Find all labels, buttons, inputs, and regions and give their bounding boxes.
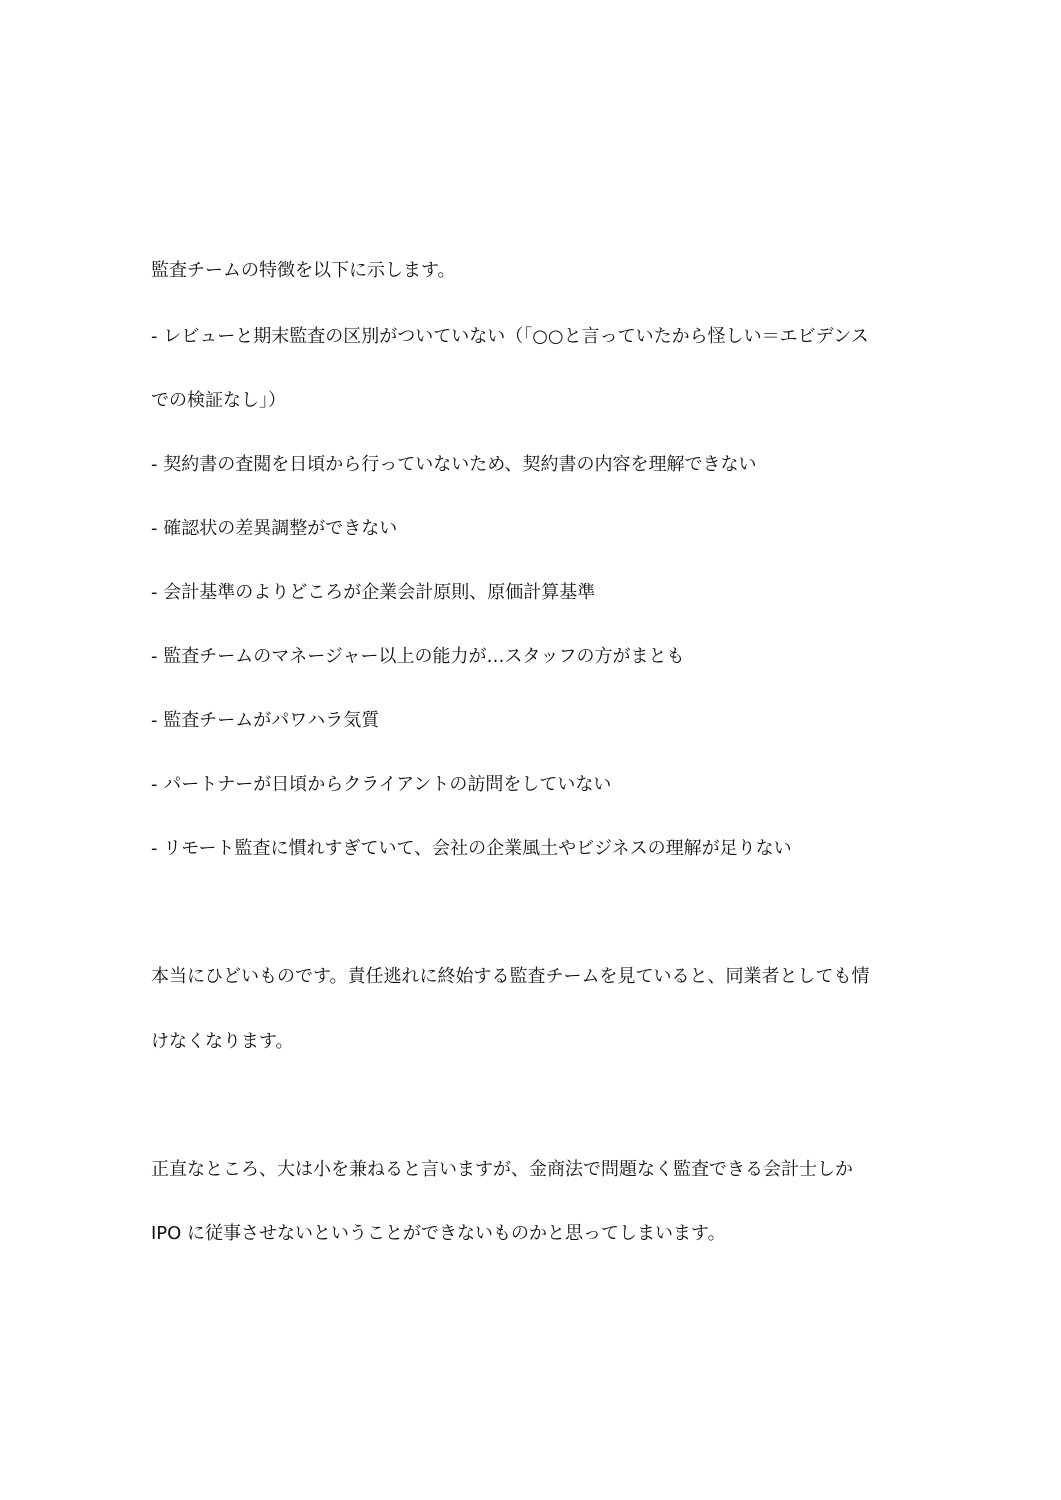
bullet-review-line-2: での検証なし」） [151, 390, 286, 411]
paragraph-conclusion-line-1: 正直なところ、大は小を兼ねると言いますが、金商法で問題なく監査できる会計士しか [151, 1159, 853, 1180]
bullet-manager-ability: - 監査チームのマネージャー以上の能力が…スタッフの方がまとも [151, 646, 685, 667]
bullet-remote-audit: - リモート監査に慣れすぎていて、会社の企業風土やビジネスの理解が足りない [151, 838, 792, 859]
paragraph-opinion-line-2: けなくなります。 [151, 1031, 294, 1052]
paragraph-opinion-line-1: 本当にひどいものです。責任逃れに終始する監査チームを見ていると、同業者としても情 [151, 966, 870, 987]
intro-line: 監査チームの特徴を以下に示します。 [151, 260, 456, 281]
bullet-harassment: - 監査チームがパワハラ気質 [151, 710, 380, 731]
bullet-partner-visit: - パートナーが日頃からクライアントの訪問をしていない [151, 774, 612, 795]
bullet-accounting-standard: - 会計基準のよりどころが企業会計原則、原価計算基準 [151, 582, 596, 603]
paragraph-conclusion-line-2: IPO に従事させないということができないものかと思ってしまいます。 [151, 1223, 726, 1244]
bullet-confirmation: - 確認状の差異調整ができない [151, 518, 398, 539]
bullet-review-line-1: - レビューと期末監査の区別がついていない（「○○と言っていたから怪しい＝エビデンス [151, 326, 869, 347]
bullet-contract: - 契約書の査閲を日頃から行っていないため、契約書の内容を理解できない [151, 454, 757, 475]
